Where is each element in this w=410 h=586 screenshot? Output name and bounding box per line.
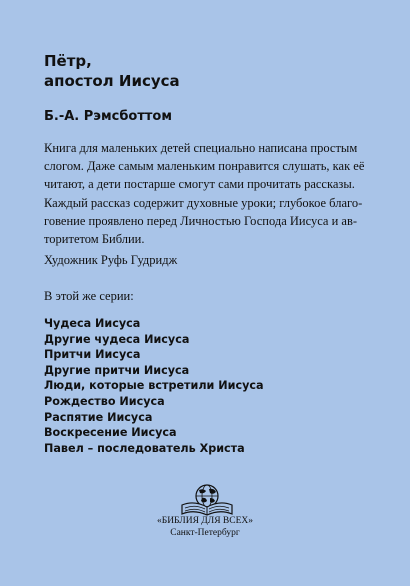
- series-item: Распятие Иисуса: [44, 410, 153, 424]
- series-item: Рождество Иисуса: [44, 394, 165, 408]
- description-line: слогом. Даже самым маленьким понравится слушать, как её: [44, 159, 365, 174]
- series-item: Люди, которые встретили Иисуса: [44, 379, 264, 393]
- description-line: говение проявлено перед Личностью Господа Иисуса и ав-: [44, 213, 358, 228]
- book-description: [44, 139, 374, 248]
- series-item: Воскресение Иисуса: [44, 426, 177, 440]
- series-list: [44, 316, 264, 456]
- series-item: Притчи Иисуса: [44, 348, 141, 362]
- description-line: Каждый рассказ содержит духовные уроки; глубокое благо-: [44, 195, 363, 210]
- publisher-name: «БИБЛИЯ ДЛЯ ВСЕХ»: [156, 516, 254, 526]
- series-item: Чудеса Иисуса: [44, 317, 141, 330]
- book-author: Б.-А. Рэмсботтом: [44, 109, 172, 124]
- open-book-globe-icon: [179, 483, 235, 517]
- book-title-line-2: апостол Иисуса: [44, 72, 180, 90]
- series-label: В этой же серии:: [44, 289, 134, 303]
- illustrator-credit: Художник Руфь Гудридж: [44, 253, 178, 267]
- series-item: Другие притчи Иисуса: [44, 363, 190, 377]
- publisher-city: Санкт-Петербург: [170, 528, 240, 538]
- description-line: Книга для маленьких детей специально написана простым: [44, 141, 358, 155]
- series-item: Другие чудеса Иисуса: [44, 332, 190, 346]
- book-title: [44, 51, 374, 91]
- description-line: торитетом Библии.: [44, 232, 145, 247]
- series-item: Павел – последователь Христа: [44, 441, 245, 455]
- book-title-line-1: Пётр,: [44, 52, 92, 70]
- description-line: читают, а дети постарше смогут сами прочитать рассказы.: [44, 177, 355, 192]
